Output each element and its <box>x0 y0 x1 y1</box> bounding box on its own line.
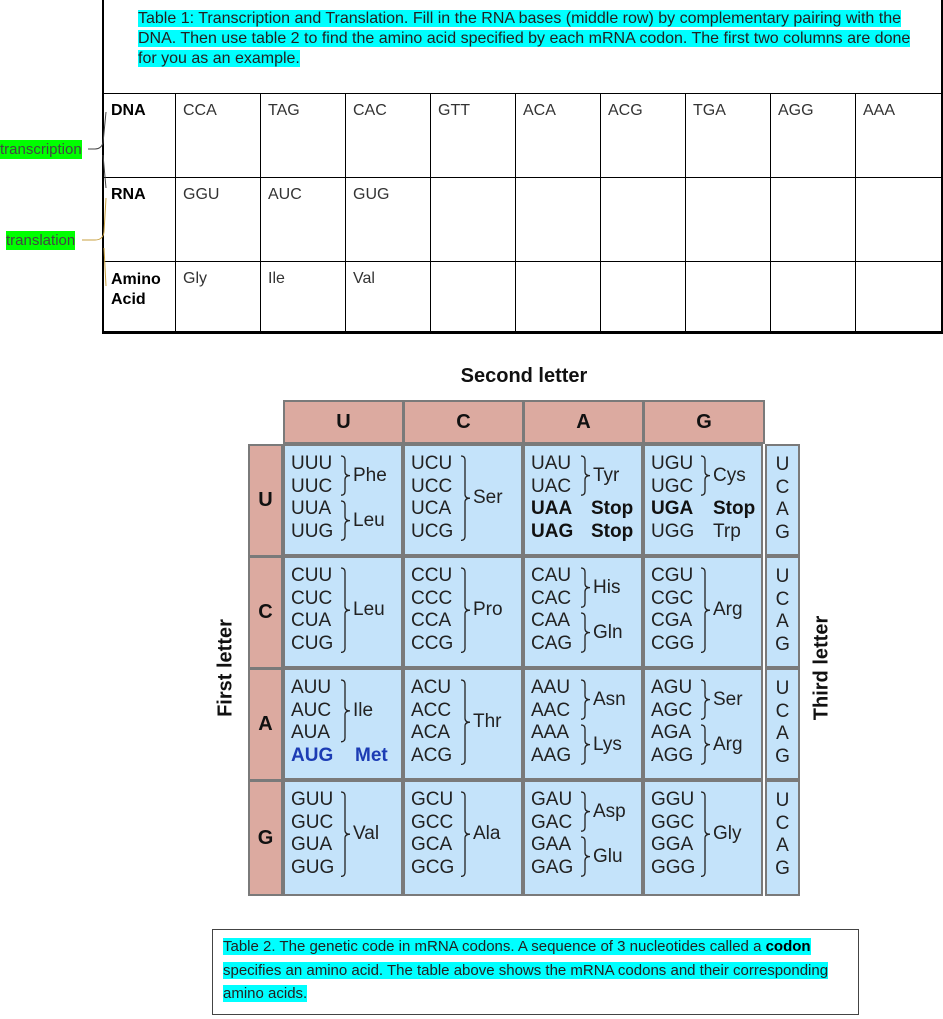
amino-acid-cell[interactable] <box>771 262 856 334</box>
amino-acid: Ser <box>473 487 503 509</box>
third-letter: U <box>775 454 790 475</box>
codon: UUC <box>291 475 333 497</box>
third-letter-column <box>765 444 800 556</box>
amino-acid-cell[interactable] <box>856 262 943 334</box>
amino-acid-cell[interactable]: Ile <box>261 262 346 334</box>
amino-acid: Cys <box>713 464 746 486</box>
amino-acid-cell[interactable] <box>601 262 686 334</box>
codon: AGG <box>651 744 694 766</box>
codon: ACG <box>411 744 453 766</box>
codon: UCA <box>411 498 452 520</box>
row-header-dna: DNA <box>103 94 176 178</box>
first-letter-u: U <box>248 444 283 557</box>
brace-icon <box>339 791 353 877</box>
codon: CCA <box>411 610 452 632</box>
first-letter-a: A <box>248 668 283 781</box>
brace-icon <box>699 791 713 877</box>
translation-label: translation <box>6 232 76 249</box>
brace-icon <box>699 679 713 720</box>
codon: CCC <box>411 587 453 609</box>
amino-acid: Leu <box>353 509 385 531</box>
codon: AUU <box>291 677 332 698</box>
third-letter: A <box>776 723 789 745</box>
brace-icon <box>459 567 473 653</box>
codon: GCG <box>411 856 455 878</box>
third-letter: U <box>775 566 790 587</box>
codon: CGC <box>651 587 694 609</box>
amino-acid: Stop <box>713 498 756 520</box>
table-row-rna <box>103 178 943 262</box>
codon: UUA <box>291 498 332 520</box>
transcription-label: transcription <box>0 141 82 158</box>
brace-icon <box>459 455 473 541</box>
first-letter-label: First letter <box>214 619 237 717</box>
brace-icon <box>579 455 593 496</box>
amino-acid: Ser <box>713 688 743 710</box>
third-letter: U <box>775 678 790 699</box>
codon: AAG <box>531 744 572 766</box>
third-letter: C <box>775 476 790 498</box>
codon: ACA <box>411 722 451 744</box>
codon: CUA <box>291 610 332 632</box>
amino-acid: Arg <box>713 599 743 621</box>
codon: UGU <box>651 453 694 474</box>
dna-cell: AAA <box>856 94 943 178</box>
amino-acid: Phe <box>353 464 387 486</box>
brace-icon <box>699 724 713 765</box>
table1-caption: Table 1: Transcription and Translation. Fill in the RNA bases (middle row) by complementary pairing with the DNA. Then use table 2 to find the amino acid specified by each mRNA codon. The first two columns are done for you as an example. <box>138 10 911 67</box>
codon: CAC <box>531 587 572 609</box>
amino-acid-cell[interactable] <box>686 262 771 334</box>
third-letter: C <box>775 812 790 834</box>
codon: GGU <box>651 789 695 810</box>
codon: UCC <box>411 475 453 497</box>
brace-icon <box>459 679 473 765</box>
brace-icon <box>339 567 353 653</box>
codon: UAG <box>531 520 574 542</box>
codon: CCG <box>411 632 454 654</box>
brace-icon <box>579 567 593 608</box>
codon: AGU <box>651 677 693 698</box>
amino-acid: Arg <box>713 733 743 755</box>
amino-acid: Met <box>355 744 388 766</box>
amino-acid-cell[interactable] <box>516 262 601 334</box>
codon: GCU <box>411 789 454 810</box>
rna-cell[interactable]: AUC <box>261 178 346 262</box>
codon: CAA <box>531 610 571 632</box>
codon: CUG <box>291 632 334 654</box>
third-letter: G <box>775 633 790 655</box>
amino-acid: Lys <box>593 733 622 755</box>
brace-icon <box>339 455 353 496</box>
amino-acid: His <box>593 576 621 598</box>
codon: AUG <box>291 744 334 766</box>
third-letter-column <box>765 668 800 780</box>
codon: GAC <box>531 811 573 833</box>
codon: UAU <box>531 453 572 474</box>
brace-icon <box>339 679 353 743</box>
rna-cell[interactable]: GUG <box>346 178 431 262</box>
second-letter-label: Second letter <box>460 365 588 387</box>
row-header-amino-acid: Amino Acid <box>103 262 176 334</box>
codon: GUG <box>291 856 335 878</box>
codon: UUU <box>291 453 333 474</box>
codon: GAU <box>531 789 573 810</box>
brace-icon <box>699 567 713 653</box>
table-row-dna <box>103 94 943 178</box>
amino-acid: Gly <box>713 823 742 845</box>
amino-acid: Trp <box>713 520 741 542</box>
codon: CCU <box>411 565 453 586</box>
amino-acid: Stop <box>591 520 634 542</box>
brace-icon <box>579 836 593 877</box>
codon: AGC <box>651 699 693 721</box>
third-letter: G <box>775 857 790 879</box>
codon: GAA <box>531 834 572 856</box>
codon: CAU <box>531 565 572 586</box>
codon: CGA <box>651 610 693 632</box>
amino-acid-cell[interactable] <box>431 262 516 334</box>
codon: GUC <box>291 811 334 833</box>
codon: UCU <box>411 453 453 474</box>
amino-acid: Glu <box>593 845 623 867</box>
first-letter-c: C <box>248 556 283 669</box>
amino-acid: Ile <box>353 699 374 721</box>
codon: AUC <box>291 699 332 721</box>
codon: CAG <box>531 632 573 654</box>
codon: UGA <box>651 498 694 520</box>
third-letter-label: Third letter <box>810 615 833 721</box>
codon: AAA <box>531 722 570 744</box>
brace-icon <box>699 455 713 496</box>
codon: UGC <box>651 475 694 497</box>
codon: UCG <box>411 520 454 542</box>
dna-cell: ACA <box>516 94 601 178</box>
codon: AUA <box>291 722 331 744</box>
codon: AAU <box>531 677 571 698</box>
dna-cell: TAG <box>261 94 346 178</box>
codon: CUC <box>291 587 333 609</box>
amino-acid: Thr <box>473 711 502 733</box>
codon: GCA <box>411 834 453 856</box>
dna-cell: CCA <box>176 94 261 178</box>
third-letter: G <box>775 521 790 543</box>
row-header-rna: RNA <box>103 178 176 262</box>
second-letter-c: C <box>403 400 524 444</box>
codon: ACU <box>411 677 452 698</box>
codon: UUG <box>291 520 334 542</box>
third-letter: C <box>775 588 790 610</box>
third-letter: A <box>776 499 789 521</box>
first-letter-g: G <box>248 780 283 896</box>
codon: GGC <box>651 811 695 833</box>
rna-cell[interactable] <box>856 178 943 262</box>
codon: CGG <box>651 632 695 654</box>
rna-cell[interactable] <box>686 178 771 262</box>
codon: AGA <box>651 722 692 744</box>
codon: UGG <box>651 520 695 542</box>
codon: GUA <box>291 834 333 856</box>
table2-caption: Table 2. The genetic code in mRNA codons. A sequence of 3 nucleotides called a codon specifies an amino acid. The table above shows the mRNA codons and their corresponding amino acids. <box>223 938 829 1002</box>
rna-cell[interactable] <box>431 178 516 262</box>
codon: CUU <box>291 565 333 586</box>
codon: GCC <box>411 811 454 833</box>
dna-cell: ACG <box>601 94 686 178</box>
brace-icon <box>579 679 593 720</box>
amino-acid: Asp <box>593 800 626 822</box>
codon: AAC <box>531 699 571 721</box>
codon: UAC <box>531 475 572 497</box>
dna-cell: TGA <box>686 94 771 178</box>
dna-cell: CAC <box>346 94 431 178</box>
brace-icon <box>579 612 593 653</box>
rna-cell[interactable] <box>771 178 856 262</box>
codon: CGU <box>651 565 694 586</box>
codon: UAA <box>531 498 573 520</box>
codon: GAG <box>531 856 574 878</box>
third-letter: A <box>776 835 789 857</box>
third-letter: G <box>775 745 790 767</box>
rna-cell[interactable] <box>601 178 686 262</box>
brace-icon <box>339 500 353 541</box>
third-letter-column <box>765 780 800 896</box>
third-letter-column <box>765 556 800 668</box>
amino-acid-cell[interactable]: Gly <box>176 262 261 334</box>
third-letter: U <box>775 790 790 811</box>
amino-acid: Asn <box>593 688 626 710</box>
codon: GGG <box>651 856 696 878</box>
amino-acid: Gln <box>593 621 623 643</box>
codon: ACC <box>411 699 452 721</box>
codon: GUU <box>291 789 334 810</box>
amino-acid: Ala <box>473 823 501 845</box>
second-letter-g: G <box>643 400 765 444</box>
amino-acid: Pro <box>473 599 503 621</box>
table-row-amino-acid <box>103 262 943 334</box>
table1-grid <box>102 93 943 334</box>
amino-acid: Leu <box>353 599 385 621</box>
amino-acid: Val <box>353 823 380 845</box>
brace-icon <box>579 724 593 765</box>
brace-icon <box>579 791 593 832</box>
third-letter: C <box>775 700 790 722</box>
amino-acid: Stop <box>591 498 634 520</box>
rna-cell[interactable]: GGU <box>176 178 261 262</box>
second-letter-a: A <box>523 400 644 444</box>
third-letter: A <box>776 611 789 633</box>
codon: GGA <box>651 834 694 856</box>
dna-cell: GTT <box>431 94 516 178</box>
brace-icon <box>459 791 473 877</box>
second-letter-u: U <box>283 400 404 444</box>
amino-acid: Tyr <box>593 464 620 486</box>
amino-acid-cell[interactable]: Val <box>346 262 431 334</box>
dna-cell: AGG <box>771 94 856 178</box>
rna-cell[interactable] <box>516 178 601 262</box>
